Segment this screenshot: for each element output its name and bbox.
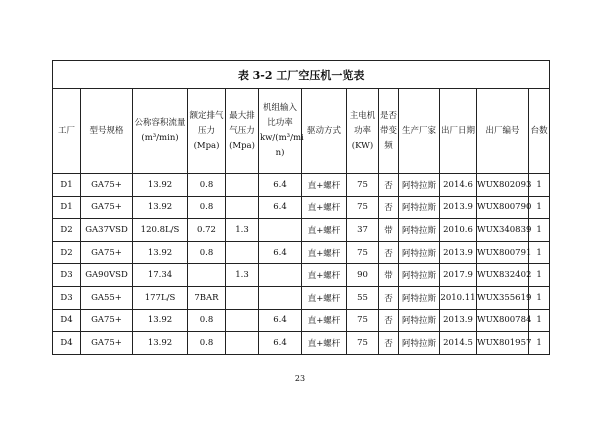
table-cell: GA37VSD (81, 219, 133, 242)
column-header: 出厂编号 (477, 89, 529, 174)
table-cell: 6.4 (259, 332, 302, 355)
table-cell: WUX832402 (477, 264, 529, 287)
table-cell: 1.3 (226, 264, 259, 287)
table-cell: 75 (347, 309, 379, 332)
table-cell: 2010.11 (440, 286, 477, 309)
table-row (53, 332, 550, 355)
table-cell: D2 (53, 219, 81, 242)
table-cell: 2014.5 (440, 332, 477, 355)
table-cell: 1 (529, 241, 550, 264)
table-cell: D4 (53, 332, 81, 355)
table-cell: WUX802093 (477, 174, 529, 197)
table-row (53, 241, 550, 264)
table-row (53, 196, 550, 219)
table-cell (226, 241, 259, 264)
table-cell: 直+螺杆 (302, 219, 347, 242)
table-cell: 1 (529, 332, 550, 355)
table-cell: 75 (347, 174, 379, 197)
table-cell: 阿特拉斯 (399, 264, 440, 287)
column-header: 出厂日期 (440, 89, 477, 174)
column-header: 最大排 气压力 (Mpa) (226, 89, 259, 174)
table-cell: WUX800791 (477, 241, 529, 264)
column-header: 额定排气 压力 (Mpa) (188, 89, 226, 174)
table-cell: 2013.9 (440, 241, 477, 264)
table-cell: WUX800790 (477, 196, 529, 219)
table-cell: D3 (53, 264, 81, 287)
table-cell: 阿特拉斯 (399, 286, 440, 309)
table-cell: 75 (347, 332, 379, 355)
table-cell: 0.8 (188, 241, 226, 264)
table-cell: 1 (529, 286, 550, 309)
table-cell: 13.92 (133, 309, 188, 332)
table-cell: 2014.6 (440, 174, 477, 197)
table-cell: 0.8 (188, 196, 226, 219)
table-cell: 否 (379, 332, 399, 355)
table-cell: GA55+ (81, 286, 133, 309)
table-cell: 6.4 (259, 196, 302, 219)
column-header: 主电机 功率 (KW) (347, 89, 379, 174)
table-cell: 直+螺杆 (302, 309, 347, 332)
table-row (53, 219, 550, 242)
table-cell: 否 (379, 286, 399, 309)
table-cell: 直+螺杆 (302, 241, 347, 264)
table-cell: 否 (379, 241, 399, 264)
table-cell: 75 (347, 241, 379, 264)
table-cell: 1 (529, 309, 550, 332)
table-row (53, 286, 550, 309)
table-cell: 6.4 (259, 174, 302, 197)
table-cell: 直+螺杆 (302, 332, 347, 355)
column-header: 生产厂家 (399, 89, 440, 174)
table-row (53, 264, 550, 287)
compressor-table (52, 60, 550, 355)
table-cell: 0.8 (188, 174, 226, 197)
table-cell: 13.92 (133, 241, 188, 264)
table-cell: D4 (53, 309, 81, 332)
table-cell (259, 264, 302, 287)
table-cell: D1 (53, 174, 81, 197)
table-cell: 55 (347, 286, 379, 309)
table-cell: 13.92 (133, 332, 188, 355)
header-row (53, 89, 550, 174)
table-cell: 1 (529, 196, 550, 219)
table-cell: 1 (529, 264, 550, 287)
table-cell: 37 (347, 219, 379, 242)
table-cell: GA75+ (81, 309, 133, 332)
column-header: 机组输入 比功率 kw/(m³/mi n) (259, 89, 302, 174)
table-cell: 0.8 (188, 309, 226, 332)
page-number: 23 (294, 374, 306, 383)
table-cell: 否 (379, 309, 399, 332)
table-cell: 2010.6 (440, 219, 477, 242)
table-cell: 0.8 (188, 332, 226, 355)
table-cell (226, 309, 259, 332)
table-cell (259, 219, 302, 242)
table-row (53, 174, 550, 197)
table-cell: 6.4 (259, 241, 302, 264)
table-cell: 阿特拉斯 (399, 219, 440, 242)
table-cell: 2013.9 (440, 309, 477, 332)
table-caption: 表 3-2 工厂空压机一览表 (53, 61, 550, 89)
column-header: 驱动方式 (302, 89, 347, 174)
table-cell: D3 (53, 286, 81, 309)
table-cell: 0.72 (188, 219, 226, 242)
table-cell: 阿特拉斯 (399, 241, 440, 264)
table-cell: 13.92 (133, 196, 188, 219)
table-cell: 13.92 (133, 174, 188, 197)
table-cell: 直+螺杆 (302, 174, 347, 197)
table-cell: 直+螺杆 (302, 196, 347, 219)
table-cell: D2 (53, 241, 81, 264)
table-cell (226, 332, 259, 355)
column-header: 是否 带变 频 (379, 89, 399, 174)
table-cell: 75 (347, 196, 379, 219)
table-cell: GA75+ (81, 332, 133, 355)
table-cell: D1 (53, 196, 81, 219)
table-cell (259, 286, 302, 309)
table-cell: 1 (529, 174, 550, 197)
table-cell: 17.34 (133, 264, 188, 287)
table-cell: 90 (347, 264, 379, 287)
table-cell: 177L/S (133, 286, 188, 309)
table-cell: 直+螺杆 (302, 264, 347, 287)
table-cell: 阿特拉斯 (399, 332, 440, 355)
table-cell: WUX340839 (477, 219, 529, 242)
table-cell: WUX355619 (477, 286, 529, 309)
table-cell: 120.8L/S (133, 219, 188, 242)
table-cell (188, 264, 226, 287)
table-cell (226, 286, 259, 309)
column-header: 公称容积流量 (m³/min) (133, 89, 188, 174)
table-cell: GA75+ (81, 174, 133, 197)
table-row (53, 309, 550, 332)
table-cell: WUX800784 (477, 309, 529, 332)
table-cell: WUX801957 (477, 332, 529, 355)
table-cell: 1 (529, 219, 550, 242)
table-cell: 阿特拉斯 (399, 196, 440, 219)
table-cell: 6.4 (259, 309, 302, 332)
table-cell: 否 (379, 174, 399, 197)
table-cell: GA75+ (81, 241, 133, 264)
table-cell: 7BAR (188, 286, 226, 309)
table-cell (226, 174, 259, 197)
table-cell: GA90VSD (81, 264, 133, 287)
table-cell (226, 196, 259, 219)
table-cell: 阿特拉斯 (399, 309, 440, 332)
table-cell: 阿特拉斯 (399, 174, 440, 197)
table-cell: 带 (379, 219, 399, 242)
column-header: 工厂 (53, 89, 81, 174)
table-cell: 否 (379, 196, 399, 219)
table-cell: 2017.9 (440, 264, 477, 287)
table-cell: GA75+ (81, 196, 133, 219)
table-cell: 带 (379, 264, 399, 287)
table-cell: 2013.9 (440, 196, 477, 219)
table-cell: 1.3 (226, 219, 259, 242)
column-header: 型号规格 (81, 89, 133, 174)
column-header: 台数 (529, 89, 550, 174)
table-cell: 直+螺杆 (302, 286, 347, 309)
